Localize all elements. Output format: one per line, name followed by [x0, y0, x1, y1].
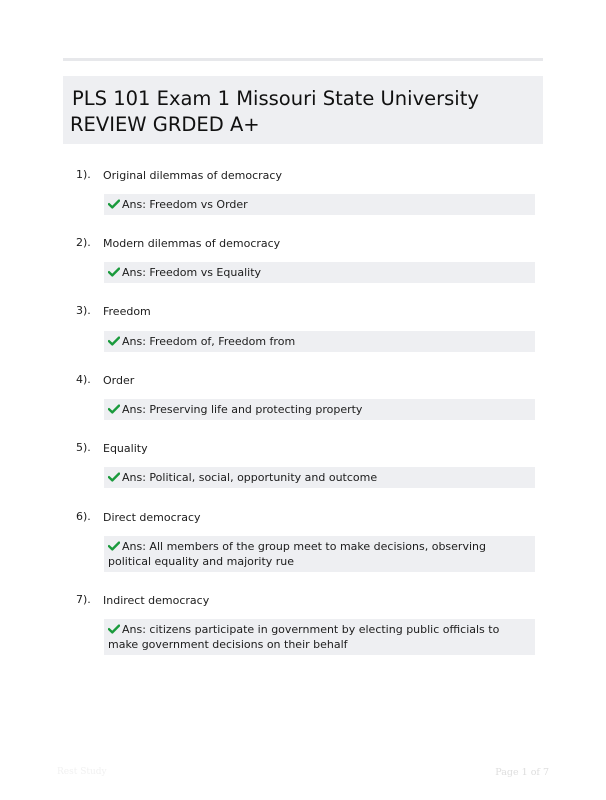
question-text: Equality	[103, 442, 148, 455]
qa-item	[76, 168, 535, 211]
question-text: Original dilemmas of democracy	[103, 169, 282, 182]
question-row	[76, 441, 535, 459]
answer-box	[104, 194, 535, 215]
check-icon	[108, 541, 120, 551]
answer-box	[104, 262, 535, 283]
question-row	[76, 236, 535, 254]
check-icon	[108, 336, 120, 346]
qa-item	[76, 510, 535, 568]
qa-item	[76, 441, 535, 484]
question-row	[76, 510, 535, 528]
question-number: 2).	[76, 236, 91, 249]
answer-text: Ans: Political, social, opportunity and outcome	[122, 471, 378, 484]
check-icon	[108, 404, 120, 414]
answer-text: Ans: Preserving life and protecting property	[122, 403, 363, 416]
question-text: Order	[103, 374, 135, 387]
title-line-1: PLS 101 Exam 1 Missouri State University	[72, 87, 479, 110]
document-title-box	[63, 76, 543, 144]
document-title	[72, 86, 533, 138]
check-icon	[108, 624, 120, 634]
answer-text: Ans: Freedom vs Equality	[122, 266, 262, 279]
title-line-2: REVIEW GRDED A+	[70, 113, 260, 136]
question-row	[76, 304, 535, 322]
check-icon	[108, 472, 120, 482]
question-row	[76, 593, 535, 611]
question-number: 6).	[76, 510, 91, 523]
qa-item	[76, 373, 535, 416]
answer-text: Ans: citizens participate in government by electing public officials to make government decisions on their behalf	[108, 623, 500, 651]
question-text: Freedom	[103, 305, 151, 318]
question-text: Indirect democracy	[103, 594, 210, 607]
answer-text: Ans: Freedom vs Order	[122, 198, 248, 211]
question-number: 4).	[76, 373, 91, 386]
answer-text: Ans: Freedom of, Freedom from	[122, 335, 296, 348]
question-number: 5).	[76, 441, 91, 454]
qa-item	[76, 593, 535, 651]
question-row	[76, 168, 535, 186]
qa-item	[76, 304, 535, 348]
footer-brand: Rest Study	[57, 767, 107, 777]
qa-item	[76, 236, 535, 279]
question-number: 1).	[76, 168, 91, 181]
question-number: 3).	[76, 304, 91, 317]
question-text: Direct democracy	[103, 511, 201, 524]
page-indicator: Page 1 of 7	[495, 767, 549, 778]
answer-box	[104, 331, 535, 352]
answer-box	[104, 619, 535, 655]
question-text: Modern dilemmas of democracy	[103, 237, 281, 250]
answer-text: Ans: All members of the group meet to make decisions, observing political equality and majority rue	[108, 540, 486, 568]
header-divider	[63, 58, 543, 61]
check-icon	[108, 199, 120, 209]
question-number: 7).	[76, 593, 91, 606]
check-icon	[108, 267, 120, 277]
question-row	[76, 373, 535, 391]
answer-box	[104, 399, 535, 420]
answer-box	[104, 467, 535, 488]
answer-box	[104, 536, 535, 572]
